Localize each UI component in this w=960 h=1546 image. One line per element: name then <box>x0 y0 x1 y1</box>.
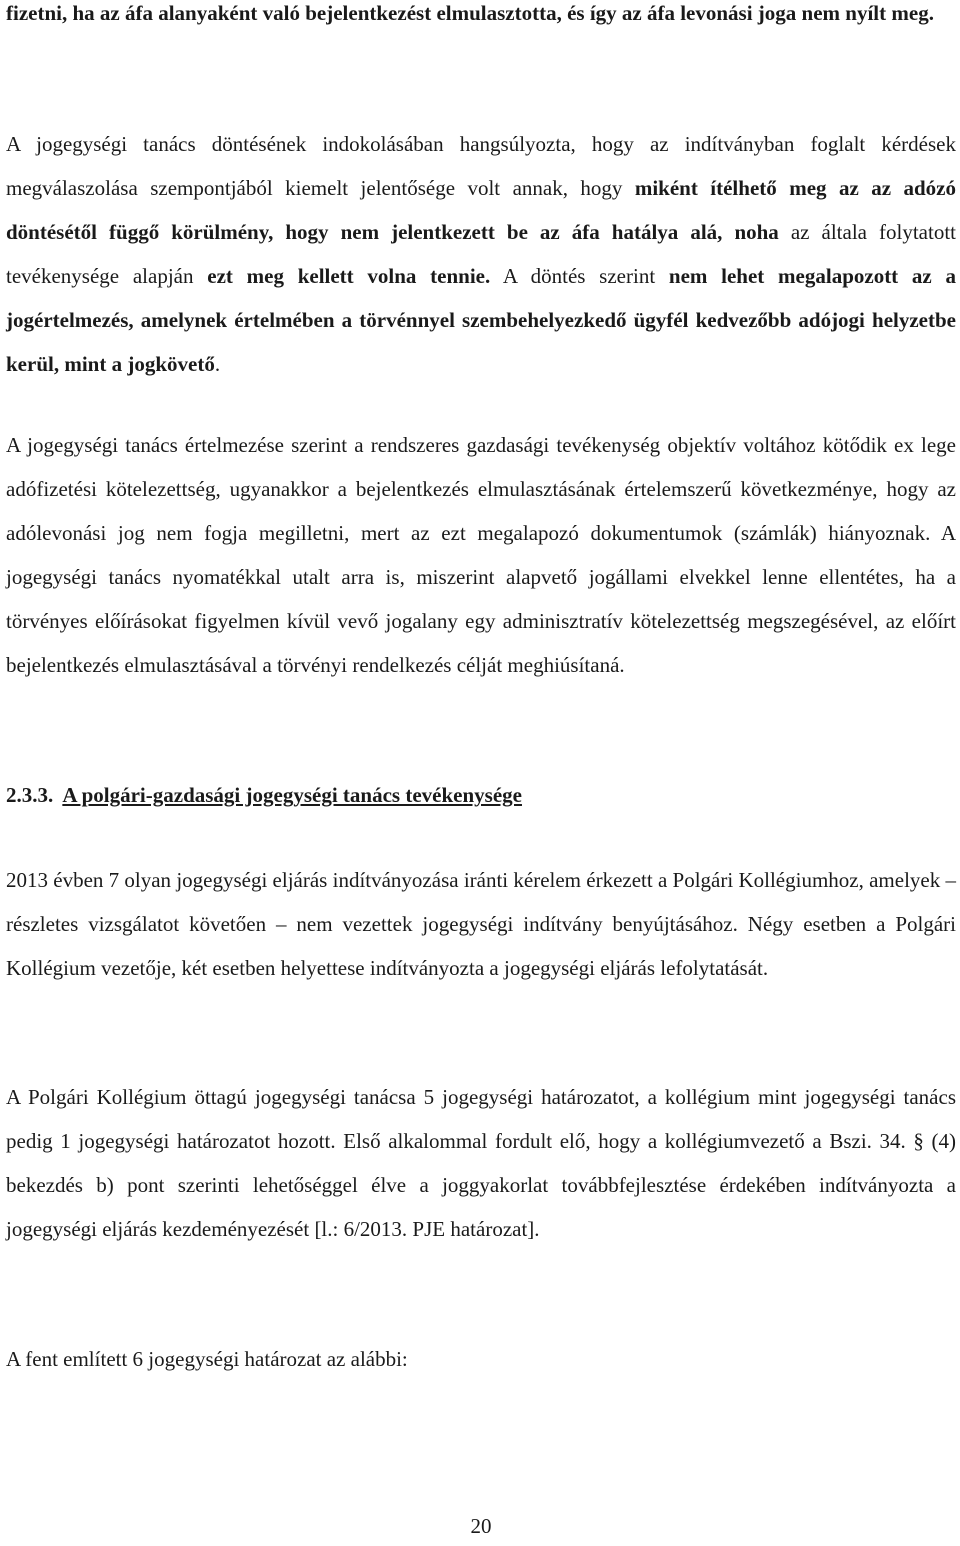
section-heading <box>6 773 956 817</box>
bold-text-run: miként ítélhető meg az az adózó döntésétől függő körülmény, hogy nem jelentkezett be az áfa hatálya alá, noha <box>6 176 956 244</box>
section-title: A polgári-gazdasági jogegységi tanács tevékenysége <box>62 783 522 807</box>
text-run: A döntés szerint <box>490 264 669 288</box>
paragraph-intro-continuation <box>6 0 956 35</box>
bold-text-run: nem lehet megalapozott az a jogértelmezés, amelynek értelmében a törvénnyel szembehelyezkedő ügyfél kedvezőbb adójogi helyzetbe kerül, mint a jogkövető <box>6 264 956 376</box>
paragraph-decisions <box>6 1075 956 1251</box>
bold-text-run: fizetni, ha az áfa alanyaként való bejelentkezést elmulasztotta, és így az áfa levonási joga nem nyílt meg. <box>6 1 934 25</box>
document-page <box>6 0 956 1537</box>
text-run: az általa folytatott tevékenysége alapján <box>6 220 956 288</box>
text-run: A jogegységi tanács döntésének indokolásában hangsúlyozta, hogy az indítványban foglalt kérdések megválaszolása szempontjából kiemelt jelentősége volt annak, hogy <box>6 132 956 200</box>
text-run: A Polgári Kollégium öttagú jogegységi tanácsa 5 jogegységi határozatot, a kollégium mint jogegységi tanács pedig 1 jogegységi határozatot hozott. Első alkalommal fordult elő, hogy a kollégiumvezető a Bszi. 34. § (4) bekezdés b) pont szerinti lehetőséggel élve a joggyakorlat továbbfejlesztése érdekében indítványozta a jogegységi eljárás kezdeményezését [l.: 6/2013. PJE határozat]. <box>6 1085 956 1241</box>
paragraph-interpretation <box>6 423 956 687</box>
page-number: 20 <box>470 1514 492 1538</box>
text-run: A jogegységi tanács értelmezése szerint a rendszeres gazdasági tevékenység objektív voltához kötődik ex lege adófizetési kötelezettség, ugyanakkor a bejelentkezés elmulasztásának értelemszerű következménye, hogy az adólevonási jog nem fogja megilletni, mert az ezt megalapozó dokumentumok (számlák) hiányoznak. A jogegységi tanács nyomatékkal utalt arra is, miszerint alapvető jogállami elvekkel lenne ellentétes, ha a törvényes előírásokat figyelmen kívül vevő jogalany egy adminisztratív kötelezettség megszegésével, az előírt bejelentkezés elmulasztásával a törvényi rendelkezés célját meghiúsítaná. <box>6 433 956 677</box>
text-run: . <box>214 352 221 376</box>
paragraph-list-intro <box>6 1337 956 1381</box>
paragraph-decision-reasoning <box>6 122 956 386</box>
paragraph-requests <box>6 858 956 990</box>
bold-text-run: ezt meg kellett volna tennie. <box>207 264 491 288</box>
text-run: 2013 évben 7 olyan jogegységi eljárás indítványozása iránti kérelem érkezett a Polgári Kollégiumhoz, amelyek – részletes vizsgálatot követően – nem vezettek jogegységi indítvány benyújtásához. Négy esetben a Polgári Kollégium vezetője, két esetben helyettese indítványozta a jogegységi eljárás lefolytatását. <box>6 868 956 980</box>
text-run: A fent említett 6 jogegységi határozat az alábbi: <box>6 1347 408 1371</box>
section-number: 2.3.3. <box>6 783 54 807</box>
